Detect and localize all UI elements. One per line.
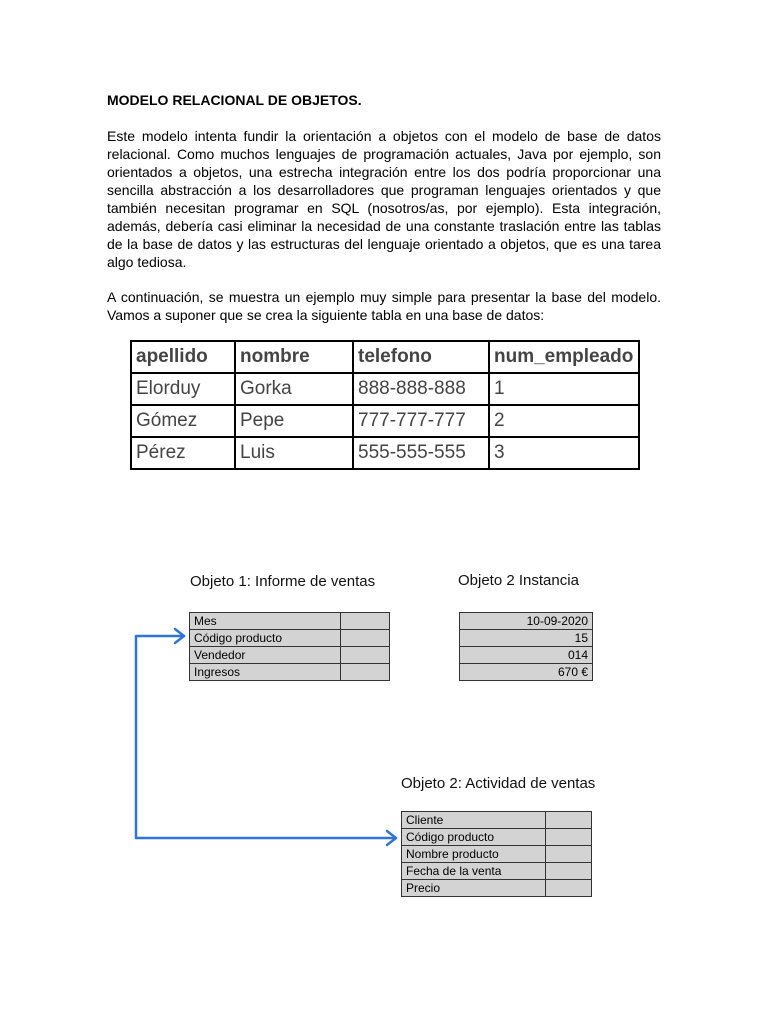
document-title: MODELO RELACIONAL DE OBJETOS.: [107, 92, 362, 108]
field-label: Fecha de la venta: [402, 863, 546, 880]
table-cell: 777-777-777: [353, 405, 489, 437]
table-cell: Pepe: [235, 405, 353, 437]
example-paragraph: A continuación, se muestra un ejemplo muy simple para presentar la base del modelo. Vamos a suponer que se crea la siguiente tabla en una base de datos:: [107, 289, 661, 323]
table-cell: 1: [489, 373, 639, 405]
field-label: Cliente: [402, 812, 546, 829]
table-cell: Luis: [235, 437, 353, 469]
table-cell: 555-555-555: [353, 437, 489, 469]
column-header: apellido: [131, 341, 235, 373]
table-cell: 3: [489, 437, 639, 469]
table-cell: Elorduy: [131, 373, 235, 405]
instance-value: 10-09-2020: [460, 613, 593, 630]
field-label: Precio: [402, 880, 546, 897]
field-label: Código producto: [190, 630, 341, 647]
table-cell: Pérez: [131, 437, 235, 469]
field-label: Ingresos: [190, 664, 341, 681]
field-label: Mes: [190, 613, 341, 630]
instance-value: 014: [460, 647, 593, 664]
intro-paragraph: Este modelo intenta fundir la orientación a objetos con el modelo de base de datos relacional. Como muchos lenguajes de programación actuales, Java por ejemplo, son orientados a objetos, una estrecha integración entre los dos podría proporcionar una sencilla abstracción a los desarrolladores que programan lenguajes orientados y que también necesitan programar en SQL (nosotros/as, por ejemplo). Esta integración, además, debería casi eliminar la necesidad de una constante traslación entre las tablas de la base de datos y las estructuras del lenguaje orientado a objetos, que es una tarea algo tediosa.: [107, 128, 661, 270]
field-label: Vendedor: [190, 647, 341, 664]
connector-line: [136, 636, 396, 838]
field-label: Código producto: [402, 829, 546, 846]
table-cell: Gorka: [235, 373, 353, 405]
table-cell: 2: [489, 405, 639, 437]
object2-title: Objeto 2: Actividad de ventas: [401, 775, 596, 792]
connector-arrow: [136, 629, 396, 845]
column-header: telefono: [353, 341, 489, 373]
field-label: Nombre producto: [402, 846, 546, 863]
instance-value: 670 €: [460, 664, 593, 681]
instance-title: Objeto 2 Instancia: [458, 572, 579, 589]
object1-title: Objeto 1: Informe de ventas: [190, 573, 376, 590]
instance-value: 15: [460, 630, 593, 647]
column-header: num_empleado: [489, 341, 639, 373]
table-cell: 888-888-888: [353, 373, 489, 405]
column-header: nombre: [235, 341, 353, 373]
table-cell: Gómez: [131, 405, 235, 437]
